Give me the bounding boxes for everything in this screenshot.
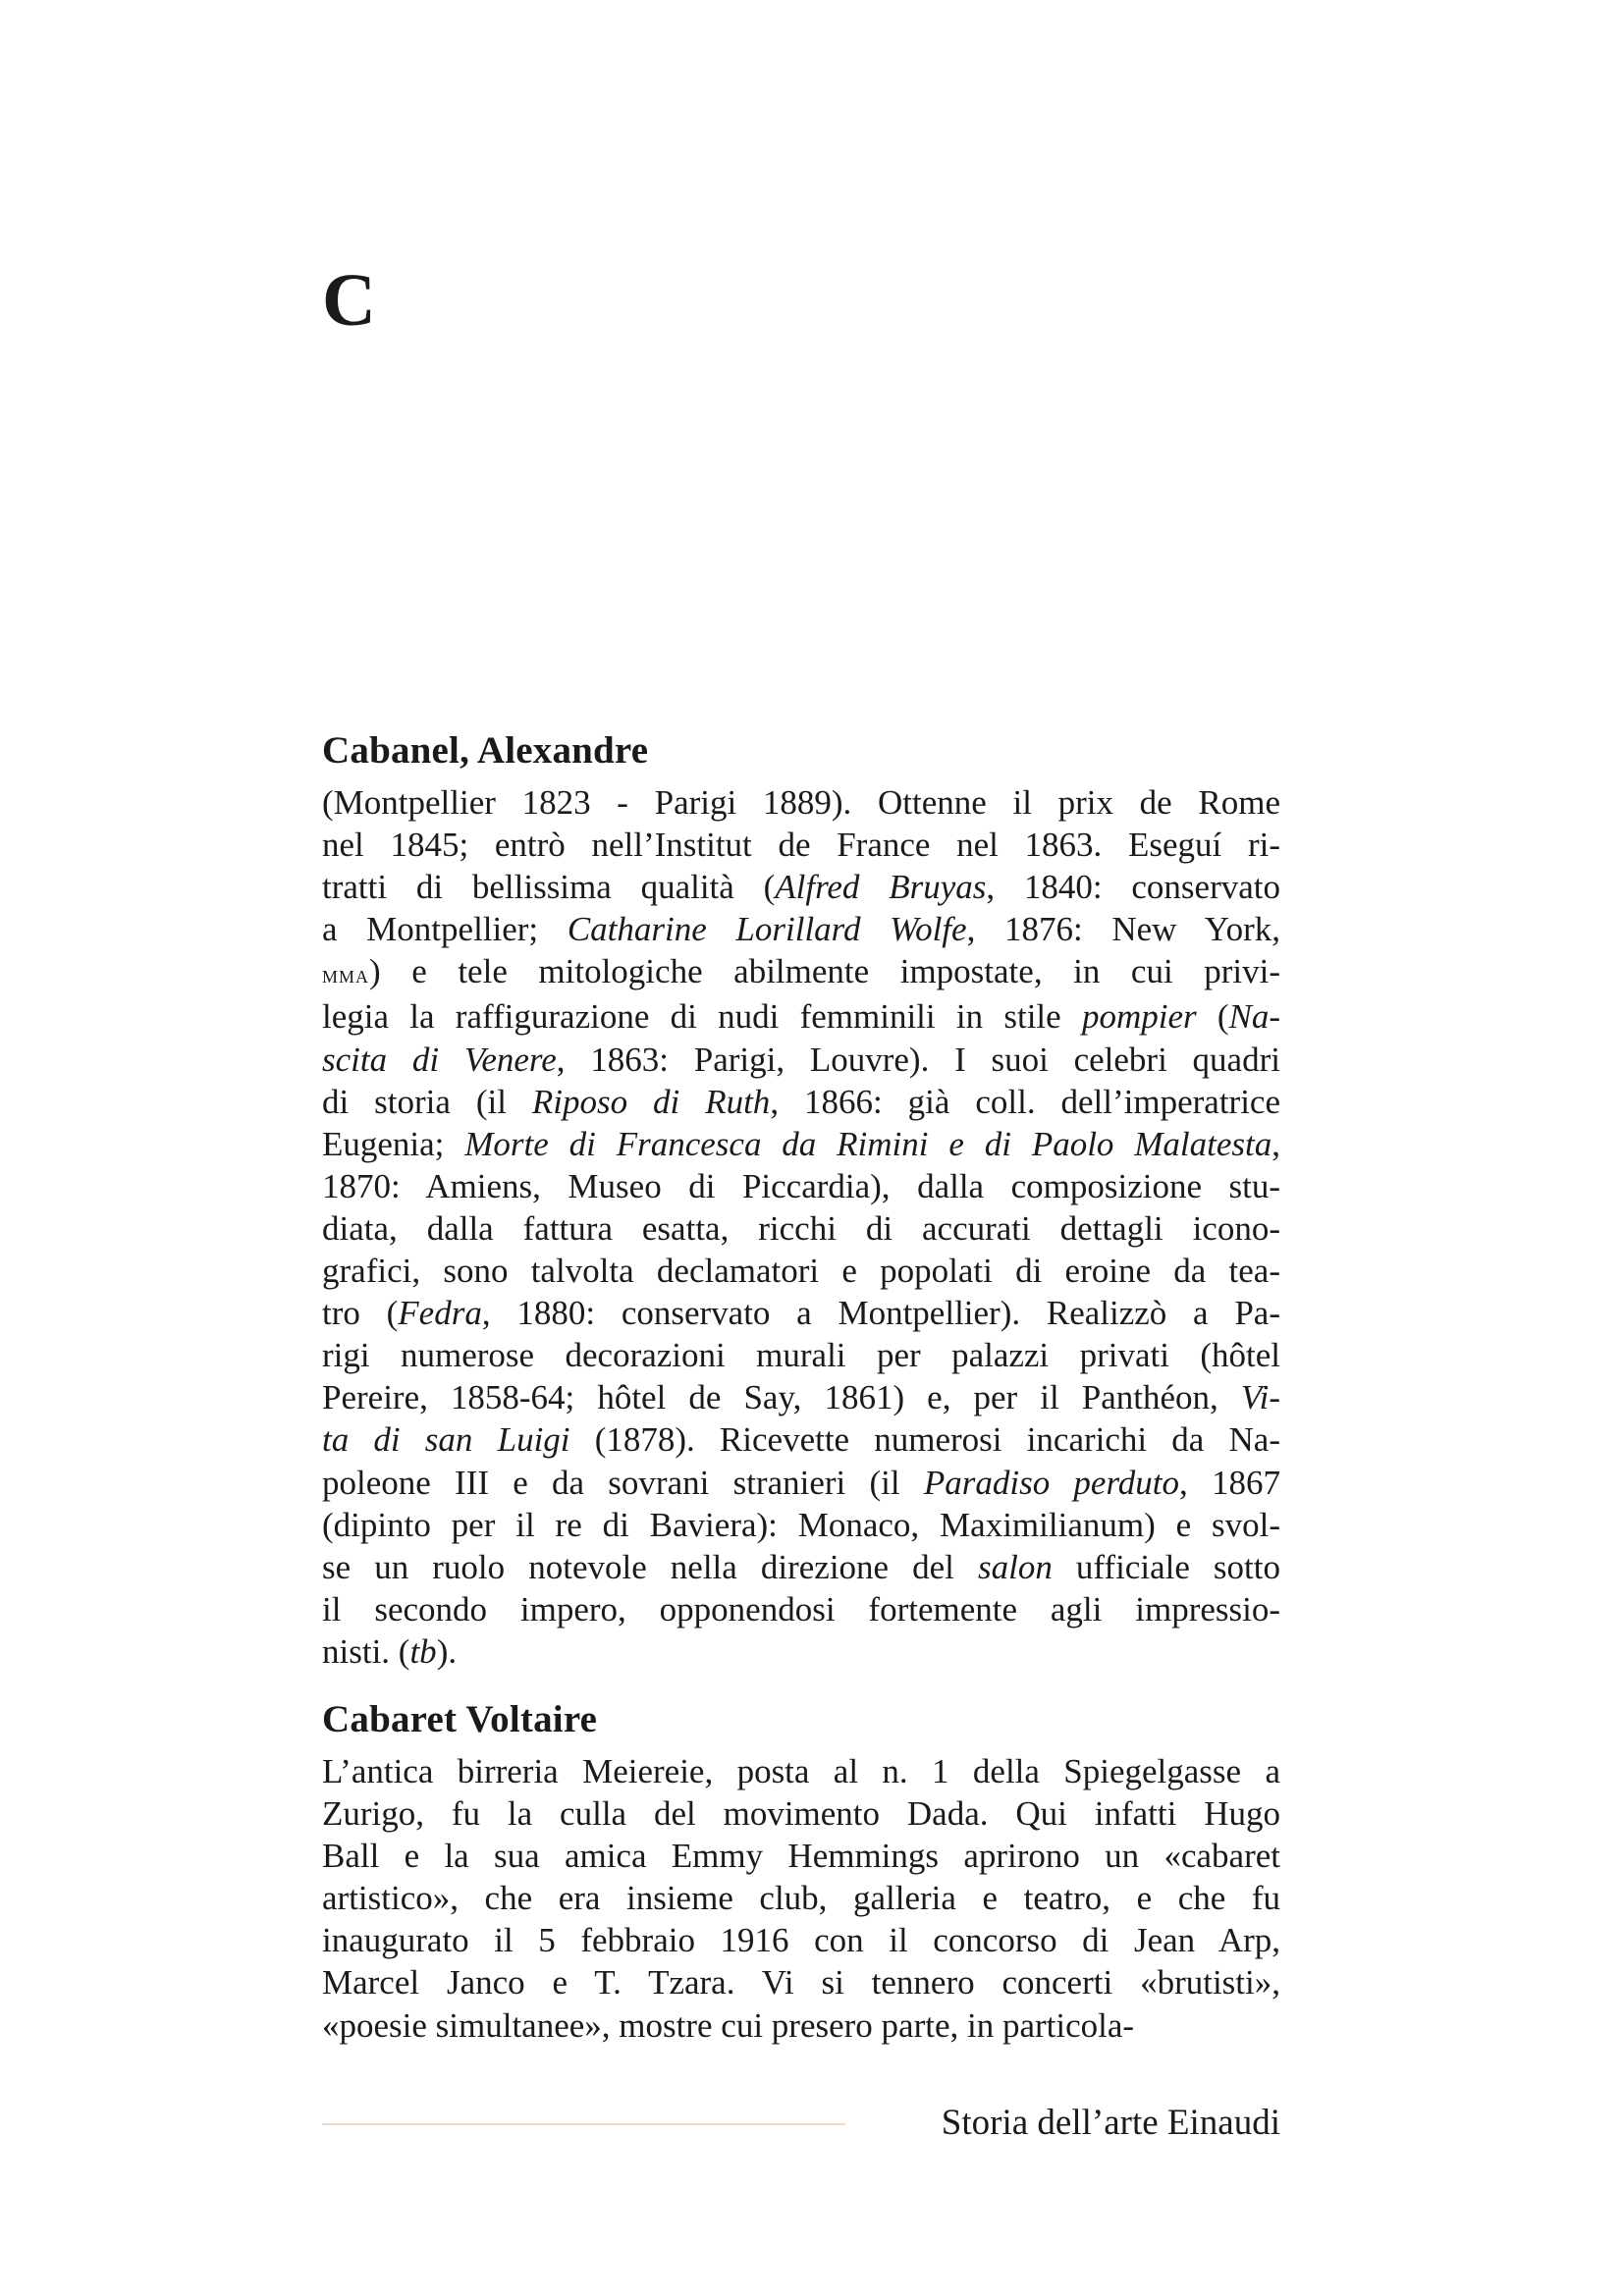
text-run: 1870: Amiens, Museo di Piccardia), dalla composizione stu- xyxy=(322,1166,1280,1205)
text-line xyxy=(322,908,1280,950)
footer-rule xyxy=(322,2123,845,2125)
text-run: ufficiale sotto xyxy=(1052,1547,1280,1586)
text-run: tro ( xyxy=(322,1294,399,1333)
text-run: Ball e la sua amica Emmy Hemmings aprirono un «cabaret xyxy=(322,1837,1280,1876)
footer-publisher: Storia dell’arte Einaudi xyxy=(941,2103,1280,2143)
text-line xyxy=(322,1919,1280,1961)
text-run: rigi numerose decorazioni murali per palazzi privati (hôtel xyxy=(322,1336,1280,1375)
text-run: Marcel Janco e T. Tzara. Vi si tennero concerti «brutisti», xyxy=(322,1963,1280,2002)
small-caps-run: mma xyxy=(322,960,370,989)
italic-run: ta di san Luigi xyxy=(322,1420,570,1460)
text-line xyxy=(322,824,1280,866)
text-line xyxy=(322,1792,1280,1835)
text-run: , 1866: già coll. dell’imperatrice xyxy=(770,1082,1280,1121)
text-run: di storia (il xyxy=(322,1082,532,1121)
italic-run: scita di Venere xyxy=(322,1040,557,1079)
text-line xyxy=(322,995,1280,1038)
italic-run: salon xyxy=(977,1547,1053,1586)
text-line xyxy=(322,1165,1280,1207)
text-run: , 1863: Parigi, Louvre). I suoi celebri quadri xyxy=(556,1040,1280,1079)
entry-body xyxy=(322,1750,1280,2047)
text-run: legia la raffigurazione di nudi femminili in stile xyxy=(322,997,1082,1037)
text-run: se un ruolo notevole nella direzione del xyxy=(322,1547,978,1586)
entry-title: Cabaret Voltaire xyxy=(322,1698,598,1740)
text-run: poleone III e da sovrani stranieri (il xyxy=(322,1463,924,1502)
text-run: L’antica birreria Meiereie, posta al n. 1 della Spiegelgasse a xyxy=(322,1752,1280,1790)
text-run: a Montpellier; xyxy=(322,910,568,949)
text-run: diata, dalla fattura esatta, ricchi di accurati dettagli icono- xyxy=(322,1208,1280,1248)
text-run: , 1867 xyxy=(1179,1463,1280,1502)
text-line xyxy=(322,1630,1280,1673)
text-line xyxy=(322,781,1280,824)
text-line xyxy=(322,1039,1280,1081)
text-run: (1878). Ricevette numerosi incarichi da Na- xyxy=(569,1420,1280,1460)
text-line xyxy=(322,1376,1280,1418)
text-run: , 1876: New York, xyxy=(966,910,1280,949)
text-run: tratti di bellissima qualità ( xyxy=(322,868,776,907)
text-line xyxy=(322,866,1280,908)
italic-run: Catharine Lorillard Wolfe xyxy=(567,910,967,949)
text-line xyxy=(322,1504,1280,1546)
text-run: Pereire, 1858-64; hôtel de Say, 1861) e, per il Panthéon, xyxy=(322,1378,1241,1417)
text-run: ). xyxy=(436,1631,458,1671)
text-line xyxy=(322,1546,1280,1588)
text-run: , 1840: conservato xyxy=(986,868,1280,907)
text-run: , xyxy=(1271,1124,1280,1163)
text-run: (dipinto per il re di Baviera): Monaco, Maximilianum) e svol- xyxy=(322,1505,1280,1544)
text-line xyxy=(322,1207,1280,1250)
text-line xyxy=(322,1123,1280,1165)
entry-body xyxy=(322,781,1280,1673)
text-run: (Montpellier 1823 - Parigi 1889). Ottenne il prix de Rome xyxy=(322,783,1280,822)
italic-run: Na- xyxy=(1228,997,1280,1037)
text-line xyxy=(322,950,1280,995)
text-run: ( xyxy=(1196,997,1229,1037)
text-run: inaugurato il 5 febbraio 1916 con il concorso di Jean Arp, xyxy=(322,1921,1280,1960)
text-run: Eugenia; xyxy=(322,1124,465,1163)
italic-run: Riposo di Ruth xyxy=(531,1082,771,1121)
entry-title: Cabanel, Alexandre xyxy=(322,729,649,772)
text-line xyxy=(322,1588,1280,1630)
text-run: grafici, sono talvolta declamatori e popolati di eroine da tea- xyxy=(322,1252,1280,1291)
italic-run: pompier xyxy=(1081,997,1197,1037)
entry-cabaret-voltaire xyxy=(322,1693,1280,2047)
text-line xyxy=(322,1292,1280,1334)
italic-run: Paradiso perduto xyxy=(923,1463,1180,1502)
section-letter: C xyxy=(322,259,376,342)
text-run: Zurigo, fu la culla del movimento Dada. Qui infatti Hugo xyxy=(322,1794,1280,1834)
text-line xyxy=(322,1961,1280,2003)
italic-run: Fedra xyxy=(398,1294,482,1333)
text-run: il secondo impero, opponendosi fortemente agli impressio- xyxy=(322,1589,1280,1629)
text-line xyxy=(322,1418,1280,1461)
text-line xyxy=(322,1081,1280,1123)
text-line xyxy=(322,1334,1280,1376)
text-line xyxy=(322,1750,1280,1792)
italic-run: Morte di Francesca da Rimini e di Paolo Malatesta xyxy=(464,1124,1272,1163)
text-line xyxy=(322,1250,1280,1292)
text-line xyxy=(322,1462,1280,1504)
text-run: nel 1845; entrò nell’Institut de France nel 1863. Eseguí ri- xyxy=(322,826,1280,865)
text-line xyxy=(322,2004,1280,2047)
italic-run: Vi- xyxy=(1240,1378,1280,1417)
text-run: , 1880: conservato a Montpellier). Realizzò a Pa- xyxy=(481,1294,1280,1333)
text-run: nisti. ( xyxy=(322,1631,410,1671)
italic-run: tb xyxy=(409,1631,437,1671)
text-line xyxy=(322,1877,1280,1919)
text-run: ) e tele mitologiche abilmente impostate, in cui privi- xyxy=(369,952,1280,991)
text-run: artistico», che era insieme club, galleria e teatro, e che fu xyxy=(322,1879,1280,1918)
entry-cabanel xyxy=(322,724,1280,1673)
italic-run: Alfred Bruyas xyxy=(775,868,987,907)
text-line xyxy=(322,1835,1280,1877)
text-run: «poesie simultanee», mostre cui presero parte, in particola- xyxy=(322,2005,1135,2045)
